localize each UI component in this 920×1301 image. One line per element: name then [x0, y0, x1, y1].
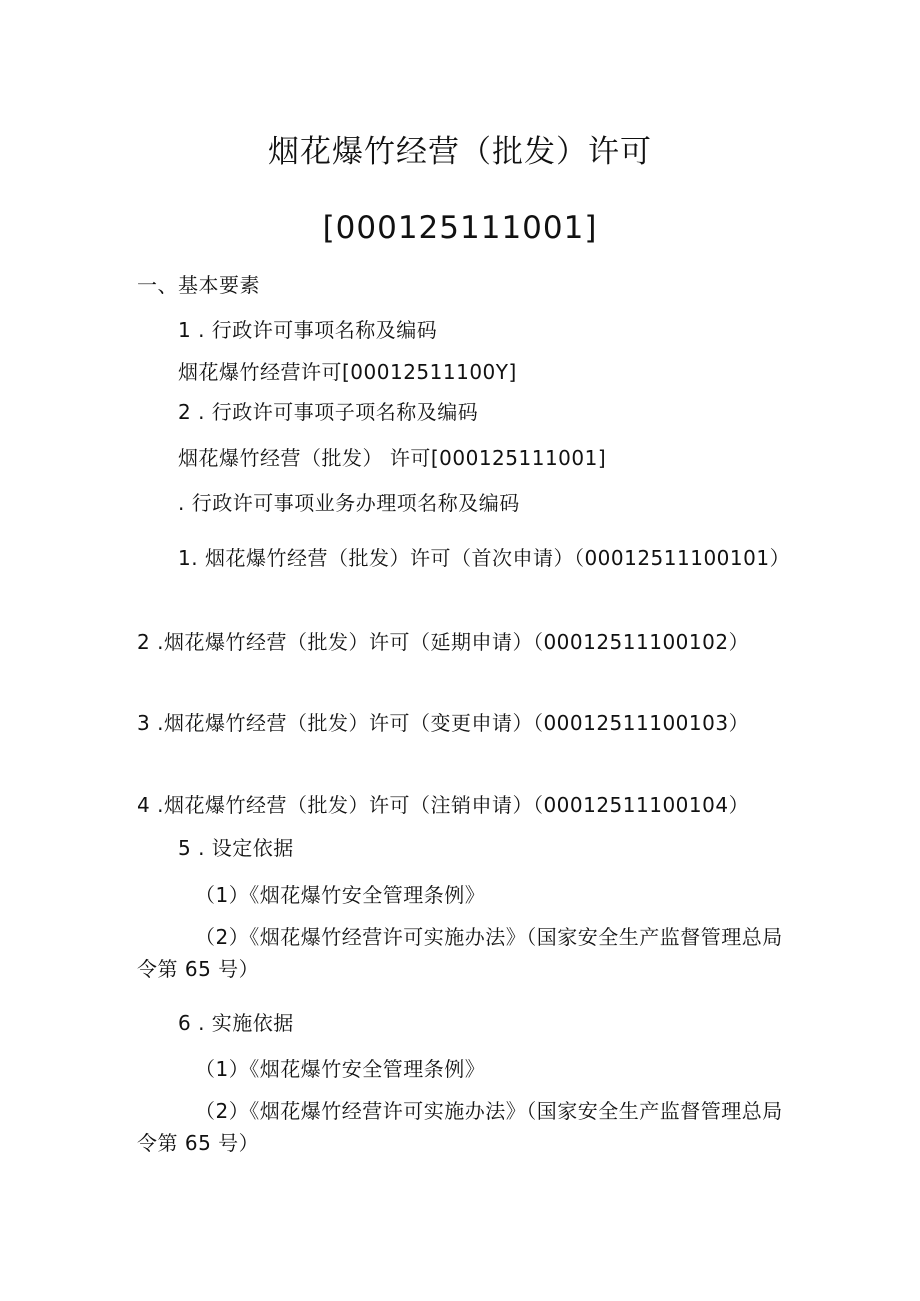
setting-basis-1: （1）《烟花爆竹安全管理条例》 [195, 883, 486, 907]
item-1-value: 烟花爆竹经营许可[00012511100Y] [178, 360, 517, 384]
item-3-heading: . 行政许可事项业务办理项名称及编码 [178, 491, 520, 515]
item-5-heading: 5 . 设定依据 [178, 836, 294, 860]
implementation-basis-2: （2）《烟花爆竹经营许可实施办法》（国家安全生产监督管理总局令第 65 号） [137, 1099, 783, 1155]
section-heading-basic-elements: 一、基本要素 [137, 273, 260, 297]
item-6-heading: 6 . 实施依据 [178, 1011, 294, 1035]
business-item-2: 2 .烟花爆竹经营（批发）许可（延期申请）（00012511100102） [137, 630, 750, 654]
business-item-3-block [137, 675, 787, 739]
setting-basis-2: （2）《烟花爆竹经营许可实施办法》（国家安全生产监督管理总局令第 65 号） [137, 925, 783, 981]
item-2-heading: 2 . 行政许可事项子项名称及编码 [178, 400, 479, 424]
item-2-value: 烟花爆竹经营（批发） 许可[000125111001] [178, 446, 607, 470]
business-item-2-block [137, 594, 787, 658]
document-title: 烟花爆竹经营（批发）许可 [268, 134, 652, 170]
document-code: [000125111001] [322, 210, 598, 246]
business-item-3: 3 .烟花爆竹经营（批发）许可（变更申请）（00012511100103） [137, 711, 750, 735]
implementation-basis-1: （1）《烟花爆竹安全管理条例》 [195, 1057, 486, 1081]
implementation-basis-2-block [137, 1095, 787, 1159]
setting-basis-2-block [137, 921, 787, 985]
business-item-4-block [137, 757, 787, 821]
business-item-1: 1. 烟花爆竹经营（批发）许可（首次申请）（00012511100101） [178, 546, 791, 570]
item-1-heading: 1 . 行政许可事项名称及编码 [178, 318, 438, 342]
business-item-4: 4 .烟花爆竹经营（批发）许可（注销申请）（00012511100104） [137, 793, 750, 817]
